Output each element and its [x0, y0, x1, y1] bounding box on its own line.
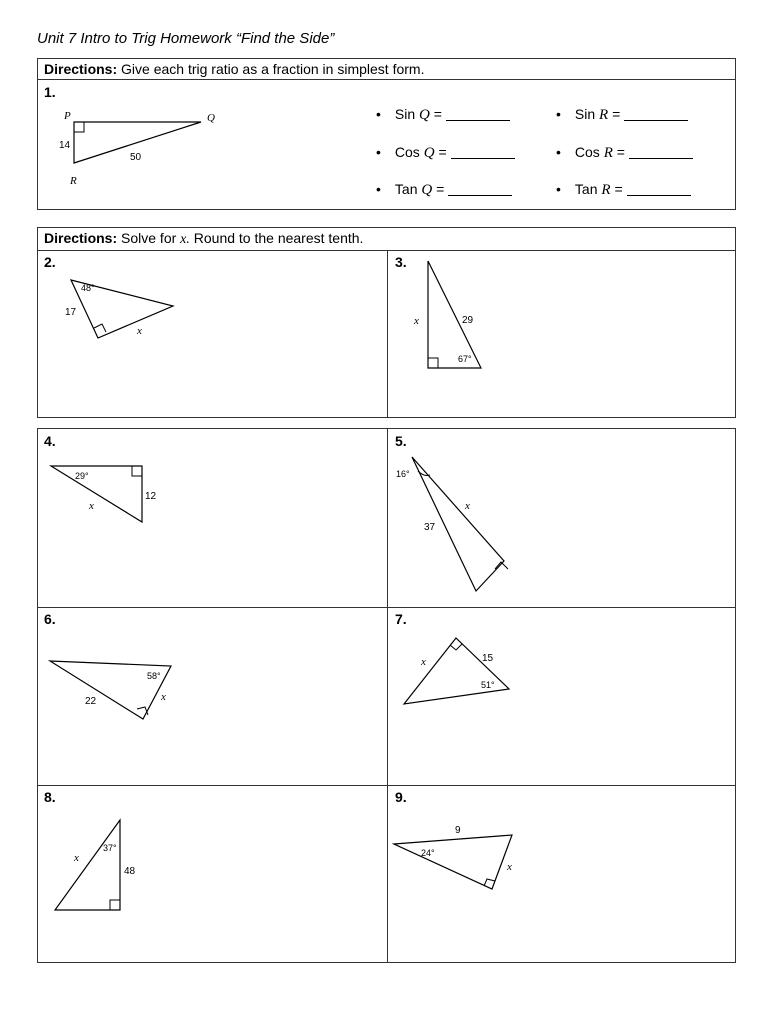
ratio-cos-r: • Cos R = — [556, 144, 693, 162]
vertex-p-label: P — [64, 110, 71, 122]
problem-7-number: 7. — [395, 611, 407, 627]
angle-label: 37° — [103, 843, 117, 853]
directions-post: Round to the nearest tenth. — [193, 230, 364, 246]
answer-blank-tan-r[interactable] — [627, 183, 691, 196]
problem-8-number: 8. — [44, 789, 56, 805]
x-label: x — [74, 852, 79, 864]
bullet: • — [556, 181, 561, 197]
side-label: 48 — [124, 866, 136, 877]
directions-var: x. — [180, 232, 190, 247]
side-label: 15 — [482, 653, 494, 664]
section-1-box — [37, 58, 736, 210]
x-label: x — [161, 691, 166, 703]
answer-blank-sin-q[interactable] — [446, 108, 510, 121]
problem-9-number: 9. — [395, 789, 407, 805]
problem-1-number: 1. — [44, 84, 56, 100]
ratio-tan-r: • Tan R = — [556, 181, 691, 199]
angle-label: 16° — [396, 469, 410, 479]
angle-label: 48° — [81, 283, 95, 293]
answer-blank-tan-q[interactable] — [448, 183, 512, 196]
ratio-cos-q: • Cos Q = — [376, 144, 515, 162]
angle-label: 51° — [481, 680, 495, 690]
directions-label: Directions: — [44, 61, 118, 77]
side-label: 37 — [424, 522, 436, 533]
vertex-q-label: Q — [207, 112, 215, 124]
directions-pre: Solve for — [121, 230, 177, 246]
side-label: 9 — [455, 825, 461, 836]
problem-5-number: 5. — [395, 433, 407, 449]
side-label: 12 — [145, 491, 157, 502]
bullet: • — [376, 144, 381, 160]
side-label: 29 — [462, 315, 474, 326]
bullet: • — [556, 144, 561, 160]
section-2-box — [37, 227, 736, 418]
problem-4-number: 4. — [44, 433, 56, 449]
directions-text: Give each trig ratio as a fraction in simplest form. — [121, 61, 425, 77]
answer-blank-cos-q[interactable] — [451, 146, 515, 159]
x-label: x — [465, 500, 470, 512]
ratio-sin-r: • Sin R = — [556, 106, 688, 124]
angle-label: 29° — [75, 471, 89, 481]
bullet: • — [376, 181, 381, 197]
angle-label: 67° — [458, 354, 472, 364]
angle-label: 24° — [421, 848, 435, 858]
x-label: x — [414, 315, 419, 327]
directions-label: Directions: — [44, 230, 118, 246]
side-pr-label: 14 — [59, 140, 71, 151]
problem-6-number: 6. — [44, 611, 56, 627]
worksheet-title: Unit 7 Intro to Trig Homework “Find the Side” — [37, 30, 335, 47]
bullet: • — [376, 106, 381, 122]
ratio-sin-q: • Sin Q = — [376, 106, 510, 124]
x-label: x — [421, 656, 426, 668]
angle-label: 58° — [147, 671, 161, 681]
side-rq-label: 50 — [130, 152, 142, 163]
x-label: x — [507, 861, 512, 873]
answer-blank-cos-r[interactable] — [629, 146, 693, 159]
problem-3-triangle — [38, 228, 738, 418]
ratio-tan-q: • Tan Q = — [376, 181, 512, 199]
x-label: x — [137, 325, 142, 337]
side-label: 17 — [65, 307, 77, 318]
answer-blank-sin-r[interactable] — [624, 108, 688, 121]
vertex-r-label: R — [70, 175, 77, 187]
problem-2-number: 2. — [44, 254, 56, 270]
problem-1-triangle — [38, 59, 278, 199]
bullet: • — [556, 106, 561, 122]
x-label: x — [89, 500, 94, 512]
problem-grid — [37, 428, 736, 963]
problem-9-triangle — [38, 429, 738, 964]
problem-3-number: 3. — [395, 254, 407, 270]
side-label: 22 — [85, 696, 97, 707]
